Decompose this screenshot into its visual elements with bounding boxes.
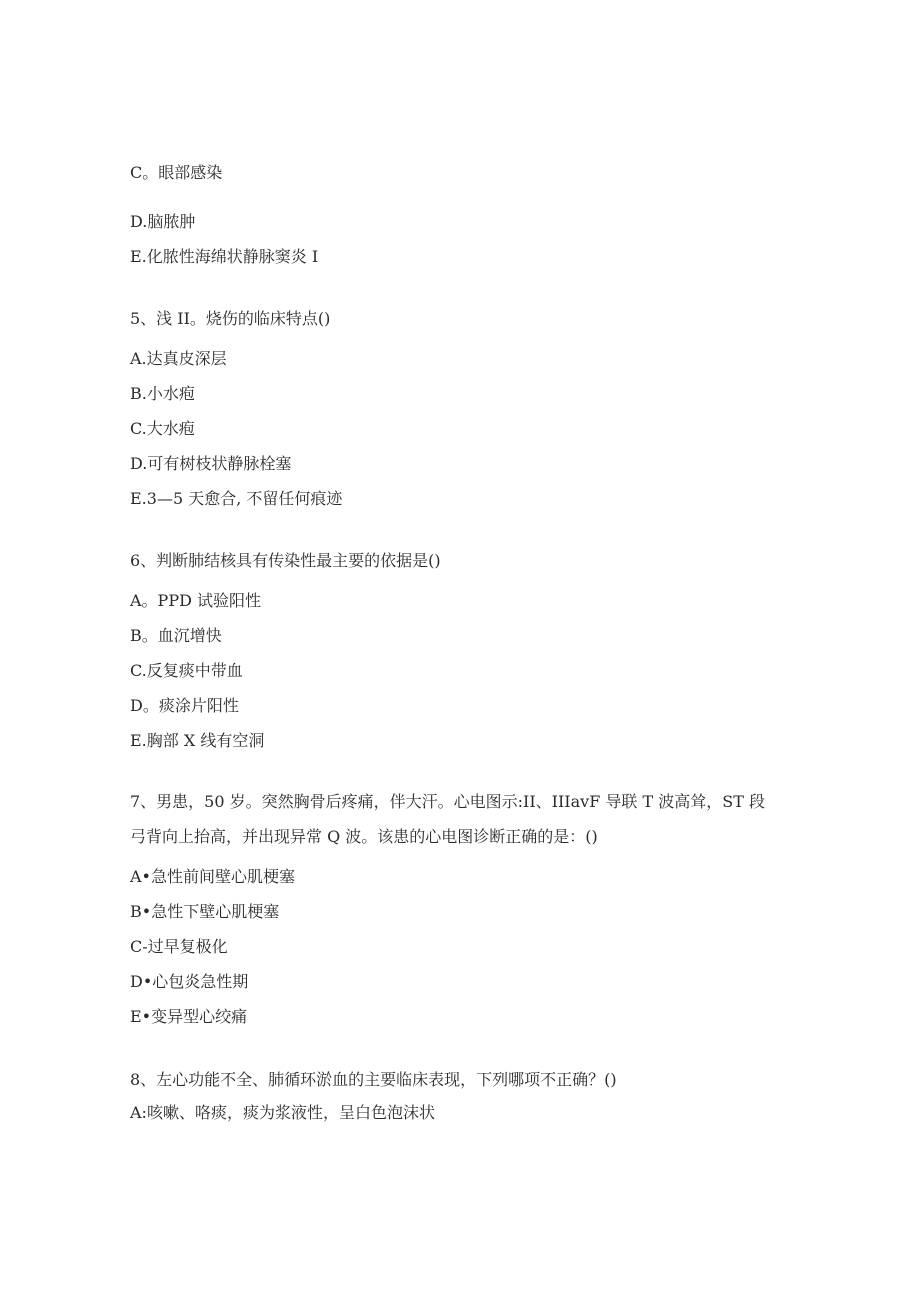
option-d: D•心包炎急性期 <box>130 972 249 991</box>
option-a: A。PPD 试验阳性 <box>130 591 262 610</box>
option-d: D。痰涂片阳性 <box>130 696 239 715</box>
option-c: C-过早复极化 <box>130 937 228 956</box>
option-c: C.反复痰中带血 <box>130 661 243 680</box>
option-e: E.3—5 天愈合, 不留任何痕迹 <box>130 489 343 508</box>
option-a: A•急性前间壁心肌梗塞 <box>130 867 295 886</box>
question-stem-line-2: 弓背向上抬高，并出现异常 Q 波。该患的心电图诊断正确的是：() <box>130 827 598 846</box>
option-b: B。血沉增快 <box>130 626 222 645</box>
option-c: C.大水疱 <box>130 419 195 438</box>
option-e: E•变异型心绞痛 <box>130 1007 248 1026</box>
option-d: D.可有树枝状静脉栓塞 <box>130 454 292 473</box>
option-b: B•急性下壁心肌梗塞 <box>130 902 280 921</box>
question-stem: 6、判断肺结核具有传染性最主要的依据是() <box>130 551 441 570</box>
option-a: A.达真皮深层 <box>130 349 227 368</box>
question-stem: 5、浅 II。烧伤的临床特点() <box>130 309 331 328</box>
question-stem: 8、左心功能不全、肺循环淤血的主要临床表现，下列哪项不正确？() <box>130 1070 617 1089</box>
option-e: E.胸部 X 线有空洞 <box>130 731 265 750</box>
option-a: A:咳嗽、咯痰，痰为浆液性，呈白色泡沫状 <box>130 1103 435 1122</box>
option-b: B.小水疱 <box>130 384 195 403</box>
option-c: C。眼部感染 <box>130 163 223 182</box>
option-d: D.脑脓肿 <box>130 212 196 231</box>
question-stem-line-1: 7、男患，50 岁。突然胸骨后疼痛，伴大汗。心电图示:II、IIIavF 导联 T 波高耸，ST 段 <box>130 792 765 811</box>
option-e: E.化脓性海绵状静脉窦炎 I <box>130 247 319 266</box>
